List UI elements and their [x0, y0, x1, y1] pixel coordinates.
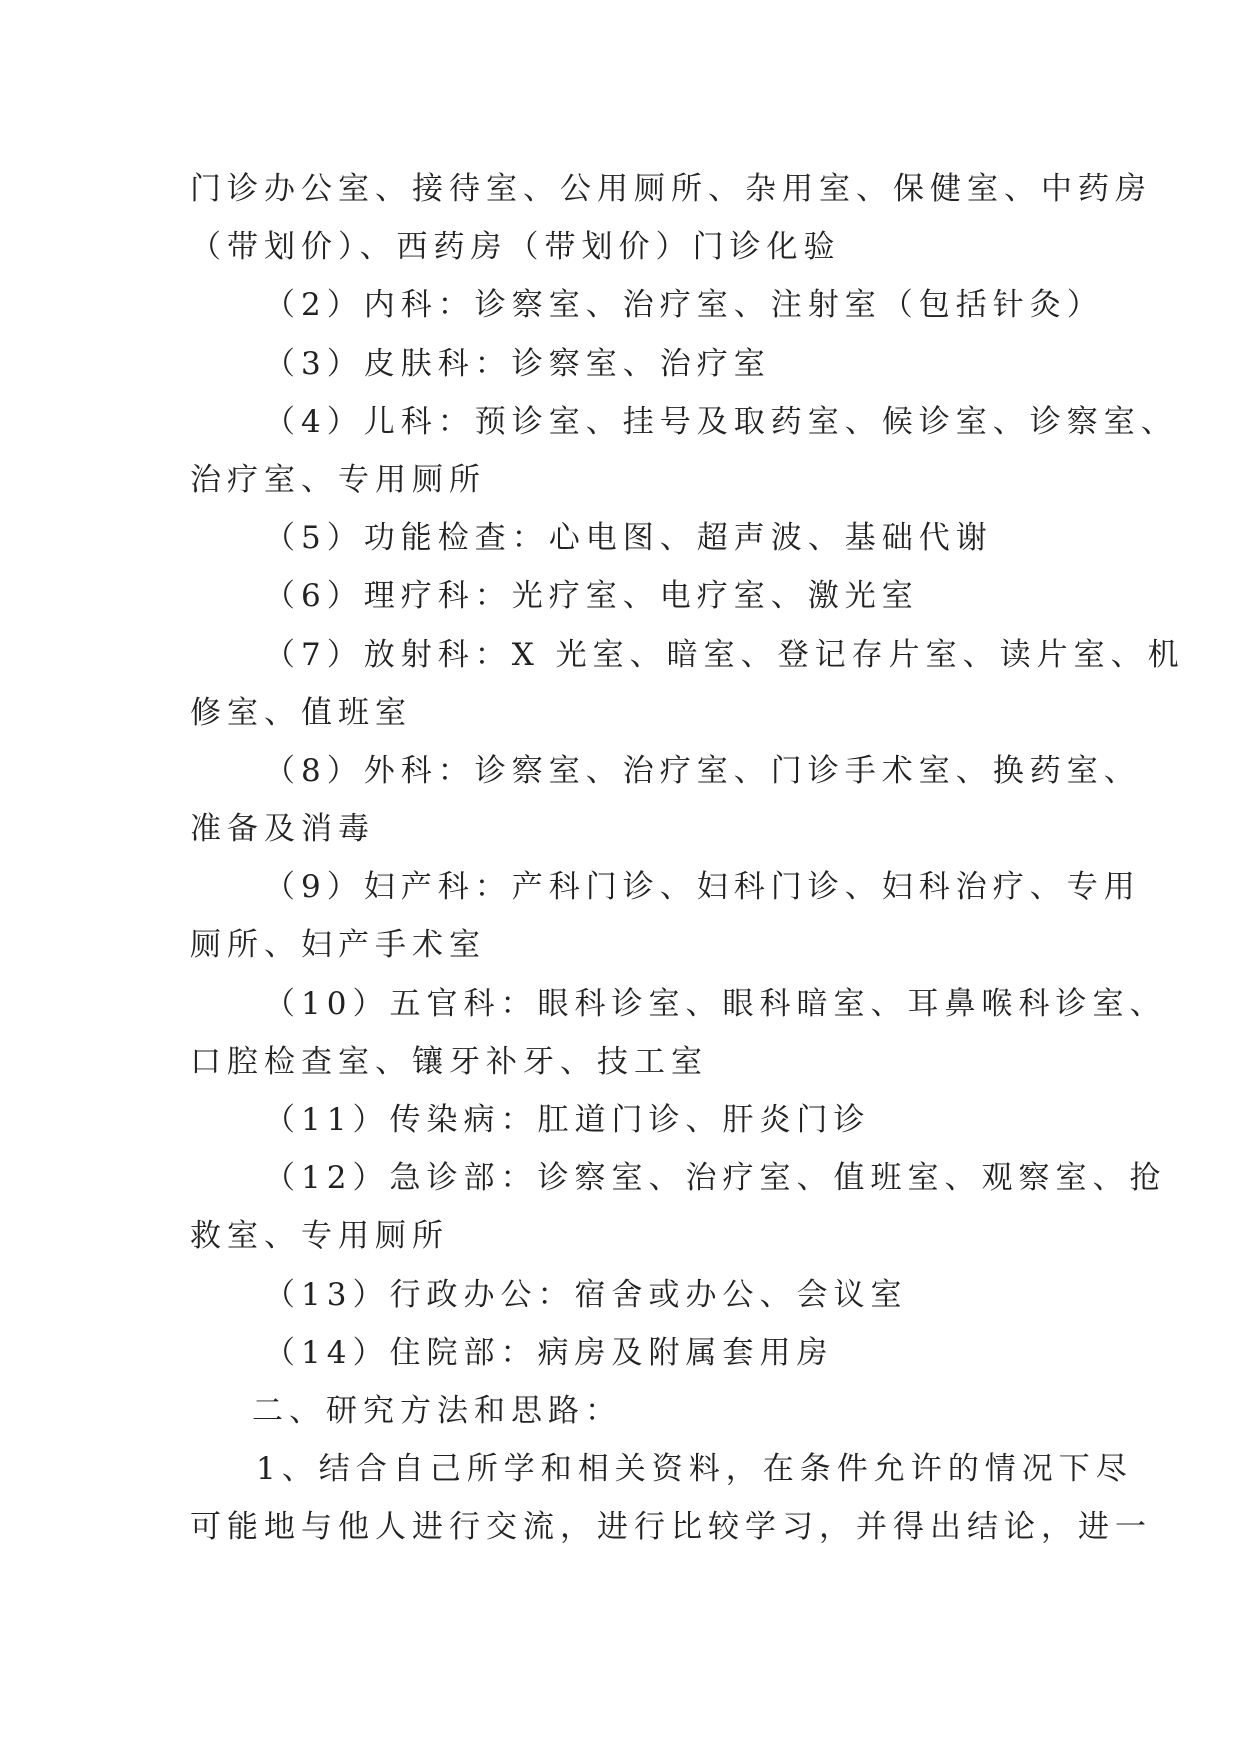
paragraph-line: 1、结合自己所学和相关资料，在条件允许的情况下尽: [256, 1451, 1133, 1488]
paragraph-line: 口腔检查室、镶牙补牙、技工室: [190, 1043, 708, 1080]
list-item-ent: （10）五官科：眼科诊室、眼科暗室、耳鼻喉科诊室、: [264, 985, 1167, 1022]
paragraph-line: 准备及消毒: [190, 811, 375, 848]
paragraph-line: 治疗室、专用厕所: [190, 461, 486, 498]
paragraph-line: 修室、值班室: [190, 694, 412, 731]
list-item-physiotherapy: （6）理疗科：光疗室、电疗室、激光室: [264, 578, 919, 615]
list-item-pediatrics: （4）儿科：预诊室、挂号及取药室、候诊室、诊察室、: [264, 403, 1178, 440]
list-item-internal-medicine: （2）内科：诊察室、治疗室、注射室（包括针灸）: [264, 287, 1104, 324]
paragraph-line: （带划价）、西药房（带划价）门诊化验: [190, 229, 841, 266]
list-item-infectious: （11）传染病：肛道门诊、肝炎门诊: [264, 1102, 871, 1138]
list-item-obstetrics: （9）妇产科：产科门诊、妇科门诊、妇科治疗、专用: [264, 869, 1141, 906]
list-item-function-check: （5）功能检查：心电图、超声波、基础代谢: [264, 520, 993, 557]
list-item-emergency: （12）急诊部：诊察室、治疗室、值班室、观察室、抢: [264, 1160, 1167, 1197]
paragraph-line: 可能地与他人进行交流，进行比较学习，并得出结论，进一: [190, 1509, 1152, 1546]
paragraph-line: 救室、专用厕所: [190, 1218, 449, 1255]
list-item-radiology: （7）放射科：X 光室、暗室、登记存片室、读片室、机: [264, 636, 1185, 673]
list-item-inpatient: （14）住院部：病房及附属套用房: [264, 1334, 834, 1371]
paragraph-line: 厕所、妇产手术室: [190, 927, 486, 964]
section-heading: 二、研究方法和思路：: [252, 1392, 622, 1429]
list-item-surgery: （8）外科：诊察室、治疗室、门诊手术室、换药室、: [264, 752, 1141, 789]
paragraph-line: 门诊办公室、接待室、公用厕所、杂用室、保健室、中药房: [190, 171, 1152, 207]
document-body: [190, 160, 1185, 1557]
list-item-dermatology: （3）皮肤科：诊察室、治疗室: [264, 345, 771, 382]
list-item-administration: （13）行政办公：宿舍或办公、会议室: [264, 1276, 908, 1313]
